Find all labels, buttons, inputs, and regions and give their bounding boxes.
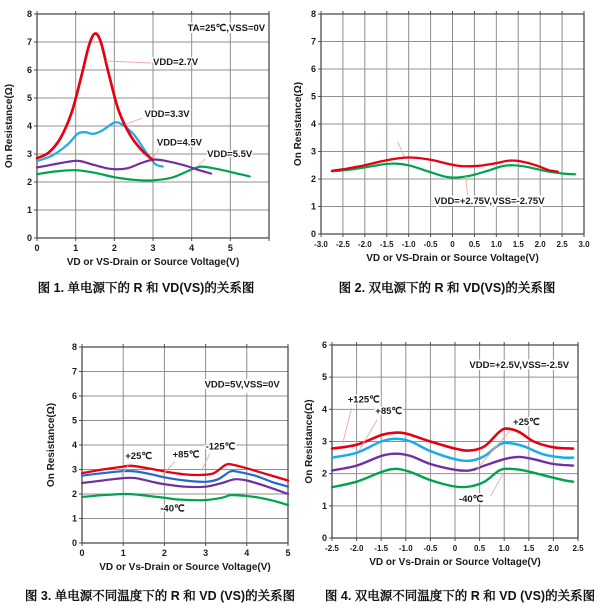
x-axis-label: VD or Vs-Drain or Source Voltage(V) [369, 557, 541, 568]
figure3-caption: 图 3. 单电源不同温度下的 R 和 VD (VS)的关系图 [24, 589, 296, 603]
x-tick-label: -1.5 [374, 544, 389, 553]
y-axis-label: On Resistance(Ω) [4, 83, 15, 169]
x-tick-label: 3.0 [578, 240, 590, 249]
y-tick-label: 6 [310, 64, 316, 74]
series-curve [332, 469, 573, 487]
y-tick-label: 0 [310, 229, 316, 239]
x-axis-label: VD or VS-Drain or Source Voltage(V) [366, 253, 539, 264]
curve-label: +85℃ [172, 449, 200, 461]
figure3-block [38, 338, 300, 591]
y-tick-label: 1 [26, 205, 32, 215]
label-leader-line [125, 118, 142, 124]
curve-label: -125℃ [205, 441, 236, 453]
y-tick-label: 3 [26, 149, 32, 159]
y-axis-label: On Resistance(Ω) [294, 81, 304, 167]
y-tick-label: 8 [71, 342, 77, 352]
curve-label: VDD=2.7V [153, 56, 199, 68]
x-tick-label: -1.0 [398, 544, 413, 553]
x-tick-label: -0.5 [423, 240, 438, 249]
x-tick-label: 3 [203, 548, 209, 558]
curve-label: -40℃ [160, 503, 185, 515]
label-leader-line [343, 408, 352, 443]
figure2-chart [294, 2, 600, 274]
x-tick-label: 0 [79, 548, 85, 558]
y-tick-label: 1 [71, 513, 77, 524]
conditions-annotation: VDD=5V,VSS=0V [204, 379, 280, 391]
x-tick-label: -2.5 [325, 544, 339, 553]
x-tick-label: 1.5 [523, 544, 535, 553]
x-tick-label: 2.0 [547, 544, 559, 553]
x-axis-label: VD or VS-Drain or Source Voltage(V) [66, 257, 240, 268]
y-tick-label: 8 [26, 9, 32, 19]
label-leader-line [359, 420, 377, 451]
annotation-leader-line [398, 142, 405, 157]
x-tick-label: 1 [73, 243, 79, 253]
y-axis-label: On Resistance(Ω) [46, 402, 57, 488]
x-tick-label: -2.0 [357, 240, 372, 249]
series-curve [332, 157, 558, 171]
x-tick-label: 4 [244, 548, 250, 558]
y-tick-label: 6 [71, 391, 77, 401]
series-curve [37, 34, 153, 161]
conditions-annotation: TA=25℃,VSS=0V [187, 22, 266, 34]
label-leader-line [154, 149, 159, 157]
curve-label: +25℃ [125, 451, 153, 463]
y-tick-label: 7 [71, 366, 77, 377]
figure2-block [294, 2, 600, 279]
y-tick-label: 5 [321, 372, 327, 383]
series-curve [37, 167, 250, 181]
y-tick-label: 2 [321, 468, 327, 479]
x-tick-label: 1 [120, 548, 126, 558]
figure1-caption: 图 1. 单电源下的 R 和 VD(VS)的关系图 [37, 281, 255, 295]
x-tick-label: -2.5 [336, 240, 350, 249]
x-tick-label: 0 [450, 240, 455, 249]
y-tick-label: 2 [310, 174, 316, 184]
x-tick-label: 0 [452, 544, 458, 553]
x-axis-label: VD or Vs-Drain or Source Voltage(V) [99, 562, 271, 573]
y-tick-label: 6 [26, 65, 32, 75]
label-leader-line [106, 61, 151, 63]
figure4-block [302, 336, 596, 591]
x-tick-label: 2 [111, 243, 117, 253]
x-tick-label: 4 [189, 243, 195, 253]
y-tick-label: 4 [310, 119, 316, 129]
y-tick-label: 7 [26, 37, 32, 47]
x-tick-label: 5 [285, 548, 291, 558]
x-tick-label: -1.0 [401, 240, 416, 249]
y-tick-label: 3 [71, 464, 77, 475]
conditions-annotation: VDD=+2.5V,VSS=-2.5V [469, 360, 570, 372]
x-tick-label: 1.0 [498, 544, 510, 553]
x-tick-label: -2.0 [349, 544, 364, 553]
series-curve [332, 454, 573, 471]
x-tick-label: 0 [34, 243, 40, 253]
y-tick-label: 1 [321, 500, 327, 511]
y-axis-label: On Resistance(Ω) [304, 399, 315, 484]
y-tick-label: 0 [26, 233, 32, 243]
x-tick-label: 1.5 [512, 240, 524, 249]
y-tick-label: 5 [71, 415, 77, 426]
x-tick-label: 0.5 [474, 544, 486, 553]
conditions-annotation: VDD=+2.75V,VSS=-2.75V [434, 195, 545, 207]
y-tick-label: 2 [71, 489, 77, 499]
x-tick-label: 2 [161, 548, 167, 558]
curve-label: VDD=5.5V [207, 148, 253, 160]
series-curve [82, 494, 288, 505]
y-tick-label: 2 [26, 177, 32, 187]
x-tick-label: 1.0 [490, 240, 502, 249]
curve-label: VDD=4.5V [156, 137, 203, 149]
y-tick-label: 0 [321, 533, 327, 543]
y-tick-label: 5 [26, 93, 32, 103]
y-tick-label: 3 [310, 146, 316, 157]
curve-label: +125℃ [347, 394, 380, 406]
y-tick-label: 0 [71, 538, 77, 548]
curve-label: VDD=3.3V [144, 109, 190, 121]
y-tick-label: 4 [26, 121, 32, 131]
figure4-caption: 图 4. 双电源不同温度下的 R 和 VD (VS)的关系图 [324, 589, 596, 603]
x-tick-label: 2.0 [534, 240, 546, 249]
x-tick-label: 2.5 [572, 544, 584, 553]
y-tick-label: 3 [321, 436, 327, 447]
curve-label: -40℃ [458, 493, 484, 505]
x-tick-label: 2.5 [556, 240, 568, 249]
y-tick-label: 4 [71, 440, 77, 450]
y-tick-label: 8 [310, 9, 316, 19]
x-tick-label: -3.0 [314, 240, 328, 249]
x-tick-label: 3 [150, 243, 156, 253]
figure3-chart [38, 338, 300, 586]
x-tick-label: 5 [227, 243, 233, 253]
y-tick-label: 6 [321, 340, 327, 350]
y-tick-label: 7 [310, 36, 316, 47]
figure1-chart [0, 2, 292, 274]
y-tick-label: 4 [321, 404, 327, 415]
figure2-caption: 图 2. 双电源下的 R 和 VD(VS)的关系图 [338, 281, 556, 295]
curve-label: +85℃ [375, 406, 403, 418]
y-tick-label: 5 [310, 91, 316, 102]
figure1-block [0, 2, 292, 279]
y-tick-label: 1 [310, 201, 316, 212]
label-leader-line [199, 159, 206, 165]
x-tick-label: -0.5 [423, 544, 438, 553]
figure4-chart [302, 336, 596, 586]
x-tick-label: -1.5 [379, 240, 394, 249]
x-tick-label: 0.5 [468, 240, 480, 249]
curve-label: +25℃ [513, 416, 540, 428]
